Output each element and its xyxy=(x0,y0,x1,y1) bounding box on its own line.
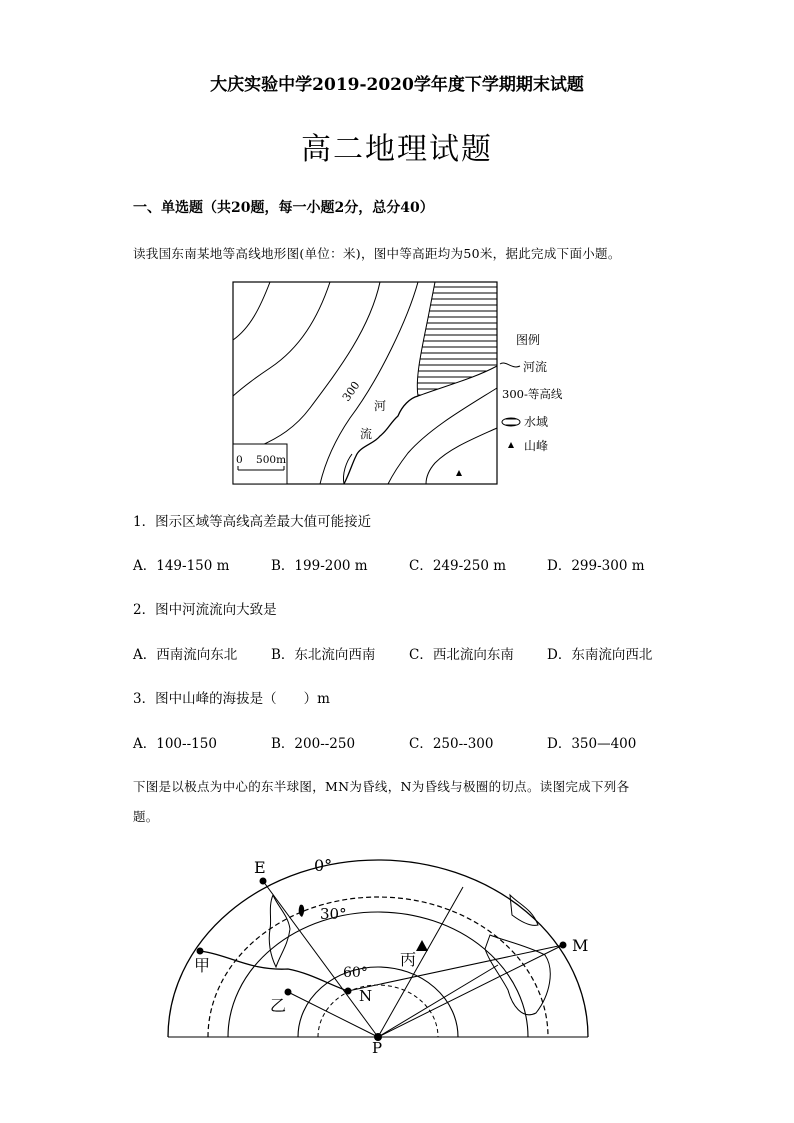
point-jia xyxy=(197,948,204,955)
label-M: M xyxy=(572,936,589,955)
label-E: E xyxy=(254,858,266,877)
point-N xyxy=(345,988,352,995)
q2-option-c: C．西北流向东南 xyxy=(409,647,514,663)
contour-value-label: 300 xyxy=(339,379,363,404)
legend-river-icon xyxy=(500,363,520,367)
q2-option-a: A．西南流向东北 xyxy=(133,647,238,663)
q3-option-b: B．200--250 xyxy=(271,736,356,752)
meridian-center xyxy=(378,887,463,1037)
legend-peak-icon xyxy=(508,442,514,448)
meridian-right xyxy=(378,965,498,1037)
label-yi: 乙 xyxy=(270,996,287,1015)
label-jia: 甲 xyxy=(194,956,211,975)
contour-map-figure xyxy=(230,278,570,488)
island-madagascar xyxy=(299,905,304,917)
polar-circle-arc xyxy=(298,967,458,1037)
question-3-stem: 3．图中山峰的海拔是（ ）m xyxy=(133,691,330,707)
river-label-1: 河 xyxy=(374,399,387,413)
q3-option-a: A．100--150 xyxy=(133,736,217,752)
water-area xyxy=(417,282,497,396)
legend-peak-label: 山峰 xyxy=(524,439,549,453)
polar-map-figure xyxy=(160,845,620,1055)
dusk-line-MN xyxy=(348,945,563,991)
label-bing: 丙 xyxy=(400,950,417,969)
q2-option-b: B．东北流向西南 xyxy=(271,647,376,663)
landmass-africa xyxy=(269,895,290,967)
question-2-stem: 2．图中河流流向大致是 xyxy=(133,602,277,618)
q1-option-b: B．199-200 m xyxy=(271,558,368,574)
point-yi xyxy=(285,989,292,996)
intro-paragraph-2-line-2: 题。 xyxy=(133,809,159,824)
label-lat30: 30° xyxy=(320,905,347,923)
contour-line-300 xyxy=(320,282,418,484)
subject-title: 高二地理试题 xyxy=(301,132,493,167)
label-N: N xyxy=(359,987,373,1005)
intro-paragraph-2-line-1: 下图是以极点为中心的东半球图，MN为昏线，N为昏线与极圈的切点。读图完成下列各 xyxy=(133,779,630,794)
river-label-2: 流 xyxy=(360,427,373,441)
legend-title: 图例 xyxy=(516,333,541,347)
label-P: P xyxy=(372,1039,383,1055)
polar-circle-dashed xyxy=(318,985,438,1037)
q2-option-d: D．东南流向西北 xyxy=(547,647,653,663)
q3-option-c: C．250--300 xyxy=(409,736,494,752)
school-exam-title: 大庆实验中学2019-2020学年度下学期期末试题 xyxy=(210,75,584,95)
mountain-peak-icon xyxy=(456,470,462,476)
point-E xyxy=(260,878,267,885)
label-lat0: 0° xyxy=(314,856,333,875)
contour-line xyxy=(233,282,330,396)
q1-option-c: C．249-250 m xyxy=(409,558,507,574)
question-1-stem: 1．图示区域等高线高差最大值可能接近 xyxy=(133,514,372,530)
q1-option-a: A．149-150 m xyxy=(133,558,230,574)
q3-option-d: D．350—400 xyxy=(547,736,637,752)
route-line-jia xyxy=(200,951,348,991)
section-heading: 一、单选题（共20题，每一小题2分，总分40） xyxy=(133,200,434,216)
legend-contour-label: 300-等高线 xyxy=(502,387,563,401)
scale-label: 0 500m xyxy=(236,454,287,466)
point-M xyxy=(560,942,567,949)
q1-option-d: D．299-300 m xyxy=(547,558,645,574)
legend-water-icon xyxy=(502,418,520,426)
intro-paragraph-1: 读我国东南某地等高线地形图(单位：米)，图中等高距均为50米，据此完成下面小题。 xyxy=(133,246,621,261)
legend-river-label: 河流 xyxy=(523,360,548,374)
contour-line xyxy=(233,282,270,340)
legend-water-label: 水域 xyxy=(524,415,549,429)
mountain-peak-icon xyxy=(416,940,428,951)
landmass-asia xyxy=(485,935,550,1015)
contour-line xyxy=(388,388,497,484)
label-lat60: 60° xyxy=(343,965,368,981)
